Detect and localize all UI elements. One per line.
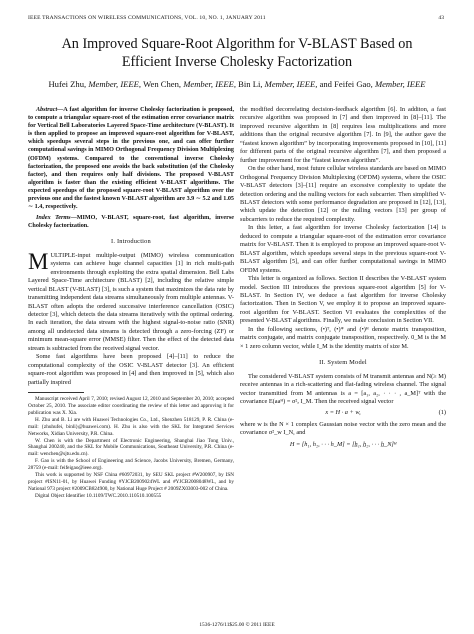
footnote-manuscript: Manuscript received April 7, 2010; revised August 12, 2010 and September 20, 2010; accepted October 25, 2010. The associate editor coordinating the review of this letter and approving it for publication was X. Xia.: [28, 396, 234, 416]
index-terms: [28, 214, 234, 230]
index-terms-label: Index Terms: [36, 215, 71, 222]
section-heading-system-model: II. System Model: [319, 359, 367, 367]
intro-paragraph-1: [28, 248, 234, 353]
drop-cap: M: [28, 248, 49, 274]
abstract-text: —A fast algorithm for inverse Cholesky factorization is proposed, to compute a triangular square-root of the estimation error covariance matrix for Vertical Bell Laboratories Layered Space-Time architecture (V-BLAST). It is then applied to propose an improved square-root algorithm for V-BLAST, which speedups several steps in the previous one, and can offer further computational savings in MIMO Orthogonal Frequency Division Multiplexing (OFDM) systems. Compared to the conventional inverse Cholesky factorization, the proposed one avoids the back substitution (of the Cholesky factor), and then requires only half divisions. The proposed V-BLAST algorithm is faster than the existing efficient V-BLAST algorithms. The expected speedups of the proposed square-root V-BLAST algorithm over the previous one and the fastest known V-BLAST algorithm are 3.9 ∼ 5.2 and 1.05 ∼ 1.4, respectively.: [28, 107, 234, 211]
right-paragraph-4: This letter is organized as follows. Section II describes the V-BLAST system model. Section III introduces the previous square-root algorithm [5] for V-BLAST. In Section IV, we deduce a fast algorithm for inverse Cholesky factorization. Then in Section V, we employ it to propose an improved square-root algorithm for V-BLAST. Section VI evaluates the complexities of the presented V-BLAST algorithms. Finally, we make conclusion in Section VII.: [240, 275, 446, 325]
right-paragraph-5: In the following sections, (•)ᵀ, (•)* and (•)ᴴ denote matrix transposition, matrix conjugate, and matrix conjugate transposition, respectively. 0_M is the M × 1 zero column vector, while I_M is the identity matrix of size M.: [240, 325, 446, 350]
author-4-role: Member, IEEE: [374, 79, 426, 89]
footnote-chen: W. Chen is with the Department of Electronic Engineering, Shanghai Jiao Tong Univ., Shanghai 200240, and the SKL for Mobile Communications, Southeast University, P.R. China (e-mail: wenchen@sjtu.edu.cn).: [28, 437, 234, 458]
footnote-doi: Digital Object Identifier 10.1109/TWC.2010.110510.100555: [35, 492, 162, 499]
footnote-divider: [28, 392, 84, 393]
right-column: [240, 106, 446, 452]
author-list: [0, 79, 474, 89]
intro-paragraph-2: Some fast algorithms have been proposed [4]–[11] to reduce the computational complexity of the OSIC V-BLAST detector [3]. An efficient square-root algorithm was proposed in [4] and then improved in [5], which also partially inspired: [28, 353, 234, 386]
title-line-1: An Improved Square-Root Algorithm for V-BLAST Based on: [61, 36, 413, 52]
equation-1: [240, 409, 446, 417]
equation-2: H = [h₁, h₂, · · · h_M] = [h̲₁, h̲₂, · · · h̲_N]ᴴ: [289, 440, 397, 448]
section-heading-introduction: I. Introduction: [111, 238, 151, 246]
system-model-paragraph-2: where w is the N × 1 complex Gaussian noise vector with the zero mean and the covariance σ²_w I_N, and: [240, 420, 446, 437]
copyright-footer: 1536-1276/11$25.00 © 2011 IEEE: [199, 622, 275, 628]
intro-paragraph-1-text: ULTIPLE-input multiple-output (MIMO) wireless communication systems can achieve huge channel capacities [1] in rich multi-path environments through exploiting the extra spatial dimension. Bell Labs Layered Space-Time architecture (BLAST) [2], including the relative simple vertical BLAST (V-BLAST) [3], is such a system that maximizes the data rate by transmitting independent data streams simultaneously from multiple antennas. V-BLAST often adopts the ordered successive interference cancellation (OSIC) detector [3], which detects the data streams iteratively with the optimal ordering. In each iteration, the data stream with the highest signal-to-noise ratio (SNR) among all undetected data streams is detected through a zero-forcing (ZF) or minimum mean-square error (MMSE) filter. Then the effect of the detected data stream is subtracted from the received signal vector.: [28, 251, 234, 352]
title-line-2: Efficient Inverse Cholesky Factorization: [121, 54, 353, 70]
abstract: [28, 106, 234, 211]
page-number: 43: [438, 15, 444, 21]
author-4-name: and Feifei Gao,: [319, 79, 373, 89]
journal-header: IEEE TRANSACTIONS ON WIRELESS COMMUNICATIONS, VOL. 10, NO. 1, JANUARY 2011: [28, 15, 266, 21]
right-paragraph-2: On the other hand, most future cellular wireless standards are based on MIMO Orthogonal Frequency Division Multiplexing (OFDM) systems, where the OSIC V-BLAST detectors [3]–[11] require an excessive complexity to update the detection ordering and the nulling vectors for each subcarrier. Then simplified V-BLAST detectors with some performance degradation are proposed in [12], [13], which update the detection [12] or the nulling vectors [13] per group of subcarriers to reduce the required complexity.: [240, 165, 446, 223]
author-2-name: Wen Chen,: [143, 79, 182, 89]
index-terms-text: —MIMO, V-BLAST, square-root, fast algorithm, inverse Cholesky factorization.: [28, 215, 234, 230]
paper-title: [0, 35, 474, 71]
author-2-role: Member, IEEE,: [183, 79, 236, 89]
system-model-paragraph-1: The considered V-BLAST system consists of M transmit antennas and N(≥ M) receive antennas in a rich-scattering and flat-fading wireless channel. The signal vector transmitted from M antennas is a = [a₁, a₂, · · · , a_M]ᵀ with the covariance E(aaᴴ) = σ²ₐ I_M. Then the received signal vector: [240, 372, 446, 405]
author-1-role: Member, IEEE,: [88, 79, 142, 89]
author-3-role: Member, IEEE,: [264, 79, 318, 89]
equation-1-body: x = H · a + w,: [325, 409, 361, 417]
author-1-name: Hufei Zhu,: [48, 79, 87, 89]
right-paragraph-3: In this letter, a fast algorithm for inverse Cholesky factorization [14] is deduced to compute a triangular square-root of the estimation error covariance matrix for V-BLAST. Then it is employed to propose an improved square-root V-BLAST algorithm, which speedups several steps in the previous square-root V-BLAST algorithm [5], and can offer further computational savings in MIMO OFDM systems.: [240, 224, 446, 274]
left-column: [28, 106, 234, 500]
footnote-gao: F. Gao is with the School of Engineering and Science, Jacobs University, Bremen, Germany, 28759 (e-mail: feifeigao@ieee.org).: [28, 458, 234, 472]
footnote-zhu-li: H. Zhu and B. Li are with Huawei Technologies Co., Ltd., Shenzhen 518129, P. R. China (e-mail: {zhuhufei, binli}@huawei.com). H. Zhu is also with the SKL for Integrated Services Networks, Xidian University, P.R. China.: [28, 416, 234, 437]
abstract-label: Abstract: [36, 107, 58, 113]
equation-1-number: (1): [438, 409, 446, 417]
footnote-funding: This work is supported by NSF China #60972031, by SEU SKL project #W200907, by ISN project #ISN11-01, by Huawei Funding #YJCB2009024WL and #YJCB2008048WL, and by National 973 project #2009CB824900, by National Huge Project # 2009ZX03003-002 of China.: [28, 472, 234, 492]
author-3-name: Bin Li,: [238, 79, 263, 89]
right-paragraph-1: the modified decorrelating decision-feedback algorithm [6]. In additon, a fast recursive algorithm was proposed in [7] and then improved in [8]–[11]. The improved recursive algorithm in [8] requires less multiplications and more additions than the original recursive algorithm [7]. In [9], the author gave the “fastest known algorithm” by incorporating improvements proposed in [10], [11] for different parts of the original recursive algorithm [7], and then proposed a further improvement for the “fastest known algorithm”.: [240, 106, 446, 164]
